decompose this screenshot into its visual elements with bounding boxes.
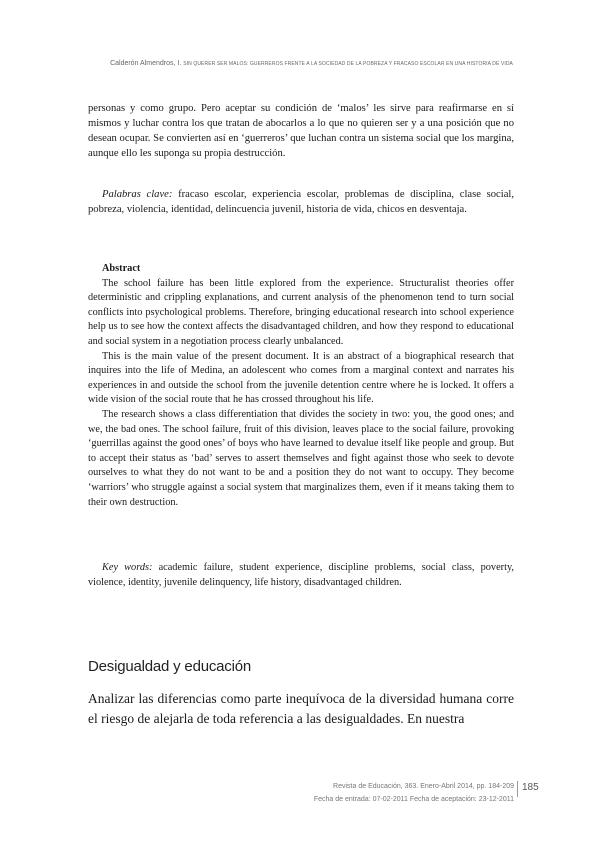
abstract-paragraph: The school failure has been little explored from the experience. Structuralist theories offer deterministic and crippling explanations, and current analysis of the phenomenon tend to turn social conflicts into psychological problems. Therefore, bringing educational research into school experience help us to see how the context affects the disadvantaged children, and how they respond to educational and social system in a negotiation process clearly unbalanced. <box>88 277 514 347</box>
palabras-clave-text: fracaso escolar, experiencia escolar, problemas de disciplina, clase social, pobreza, violencia, identidad, delincuencia juvenil, historia de vida, chicos en desventaja. <box>88 189 515 215</box>
page-number: 185 <box>522 782 539 793</box>
running-head <box>110 60 513 67</box>
running-head-title: SIN QUERER SER MALOS: GUERREROS FRENTE A LA SOCIEDAD DE LA POBREZA Y FRACASO ESCOLAR EN UNA HISTORIA DE VIDA <box>183 61 513 67</box>
section-body <box>88 689 514 729</box>
footer-journal: Revista de Educación, 363. Enero-Abril 2014, pp. 184-209 <box>333 783 514 790</box>
running-head-author: Calderón Almendros, I. <box>110 60 182 67</box>
section-heading: Desigualdad y educación <box>88 658 252 675</box>
abstract <box>88 262 514 510</box>
abstract-title: Abstract <box>102 263 141 274</box>
spanish-abstract-end <box>88 101 514 161</box>
abstract-paragraph: The research shows a class differentiation that divides the society in two: you, the good ones; and we, the bad ones. The school failure, fruit of this division, leaves place to the social failure, provoking ‘guerrillas against the good ones’ of boys who have learned to devalue itself like people and group. But to accept their status as ‘bad’ serves to assert themselves and fight against those who seek to devote ourselves to what they do not want to be and a position they do not want to occupy. They become ‘warriors’ who struggle against a social system that marginalizes them, even if it means taking them to their own destruction. <box>88 408 514 508</box>
palabras-clave <box>88 187 514 217</box>
section-paragraph: Analizar las diferencias como parte inequívoca de la diversidad humana corre el riesgo de alejarla de toda referencia a las desigualdades. En nuestra <box>88 691 514 726</box>
key-words-label: Key words: <box>102 562 153 573</box>
key-words <box>88 561 514 590</box>
spanish-paragraph: personas y como grupo. Pero aceptar su condición de ‘malos’ les sirve para reafirmarse en sí mismos y luchar contra los que tratan de abocarlos a lo que no quieren ser y a una posición que no desean ocupar. Se convierten así en ‘guerreros’ que luchan contra un sistema social que los margina, aunque ello les suponga su propia destrucción. <box>88 103 514 159</box>
footer-dates: Fecha de entrada: 07-02-2011 Fecha de aceptación: 23-12-2011 <box>313 796 514 803</box>
palabras-clave-label: Palabras clave: <box>102 189 173 200</box>
abstract-paragraph: This is the main value of the present document. It is an abstract of a biographical research that inquires into the life of Medina, an adolescent who comes from a marginal context and narrates his experiences in and outside the school from the juvenile detention centre where he is locked. It offers a wide vision of the social route that he has crossed throughout his life. <box>88 350 514 406</box>
page-number-divider <box>517 781 518 797</box>
key-words-text: academic failure, student experience, discipline problems, social class, poverty, violence, identity, juvenile delinquency, life history, disadvantaged children. <box>88 562 514 588</box>
